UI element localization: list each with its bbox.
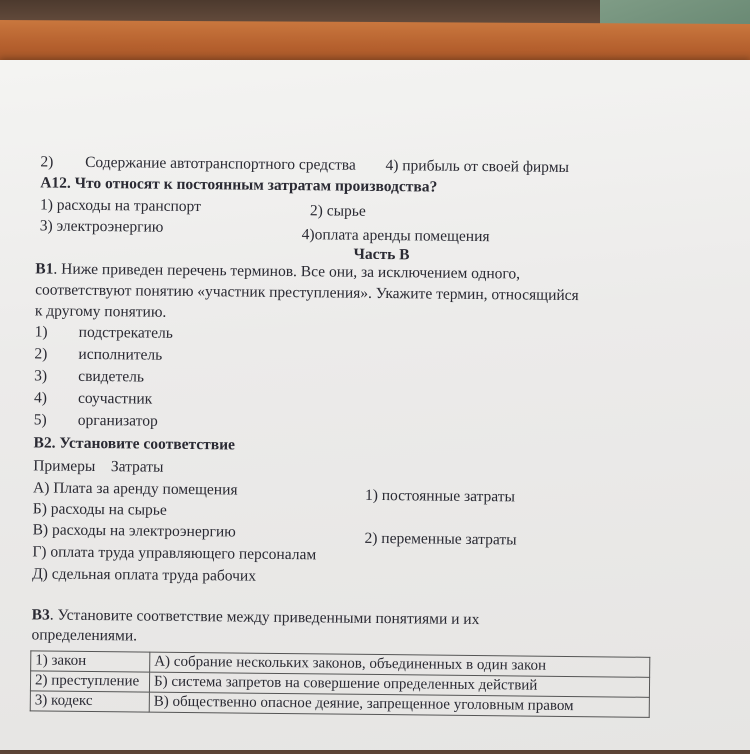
b2-example-d: Д) сдельная оплата труда рабочих xyxy=(32,565,257,585)
b3-line-1 xyxy=(32,606,480,629)
b1-item xyxy=(34,411,158,430)
b1-item xyxy=(35,323,173,342)
b2-column-headers: Примеры Затраты xyxy=(33,457,164,476)
b1-text: . Ниже приведен перечень терминов. Все они, за исключением одного, xyxy=(53,260,521,283)
a12-option-2: 2) сырье xyxy=(309,202,366,220)
b1-item-text: подстрекатель xyxy=(78,323,173,342)
b2-example-b: Б) расходы на сырье xyxy=(32,500,167,519)
answer-line-2 xyxy=(40,153,569,177)
b2-cost-type-1: 1) постоянные затраты xyxy=(364,486,516,506)
b1-item-number: 3) xyxy=(34,367,48,385)
definition-cell: В) общественно опасное деяние, запрещенное уголовным правом xyxy=(149,692,649,717)
b3-text: . Установите соответствие между приведенными понятиями и их xyxy=(49,606,480,629)
b2-example-g: Г) оплата труда управляющего персоналам xyxy=(32,543,317,564)
answer-number: 2) xyxy=(40,153,54,171)
b2-example-v: В) расходы на электроэнергию xyxy=(32,521,236,541)
answer-option-4: 4) прибыль от своей фирмы xyxy=(385,157,570,176)
term-cell: 1) закон xyxy=(31,651,150,672)
b3-line-2: определениями. xyxy=(31,626,138,645)
answer-option-text: Содержание автотранспортного средства xyxy=(85,153,356,174)
b1-item-text: соучастник xyxy=(77,389,153,408)
a12-option-3: 3) электроэнергию xyxy=(39,217,164,236)
a12-option-4: 4)оплата аренды помещения xyxy=(301,226,490,246)
b1-item-number: 2) xyxy=(34,345,48,363)
section-heading-part-b: Часть В xyxy=(353,245,410,264)
b2-example-a: А) Плата за аренду помещения xyxy=(32,479,238,499)
b1-item-text: исполнитель xyxy=(78,345,163,364)
term-cell: 2) преступление xyxy=(30,671,149,692)
term-cell: 3) кодекс xyxy=(30,691,149,712)
b1-item-text: свидетель xyxy=(78,367,145,386)
b1-line-2: соответствуют понятию «участник преступления». Укажите термин, относящийся xyxy=(35,281,579,305)
b1-item-number: 5) xyxy=(33,411,47,429)
b1-item xyxy=(34,389,152,408)
b2-cost-type-2: 2) переменные затраты xyxy=(364,529,517,549)
b1-item-number: 4) xyxy=(33,389,48,407)
question-b2: В2. Установите соответствие xyxy=(33,434,236,454)
b1-line-1 xyxy=(35,260,520,283)
a12-option-1: 1) расходы на транспорт xyxy=(39,196,202,216)
b1-item-text: организатор xyxy=(77,411,158,430)
b1-item xyxy=(34,367,144,386)
b1-item-number: 1) xyxy=(34,323,48,341)
definitions-table xyxy=(30,650,651,717)
b1-label: В1 xyxy=(35,260,54,278)
b1-line-3: к другому понятию. xyxy=(34,302,167,321)
question-a12: А12. Что относят к постоянным затратам производства? xyxy=(40,174,438,196)
b1-item xyxy=(34,345,162,364)
b3-label: В3 xyxy=(31,606,50,624)
definition-cell: А) собрание нескольких законов, объединенных в один закон xyxy=(150,652,650,677)
definition-cell: Б) система запретов на совершение определенных действий xyxy=(149,672,649,697)
